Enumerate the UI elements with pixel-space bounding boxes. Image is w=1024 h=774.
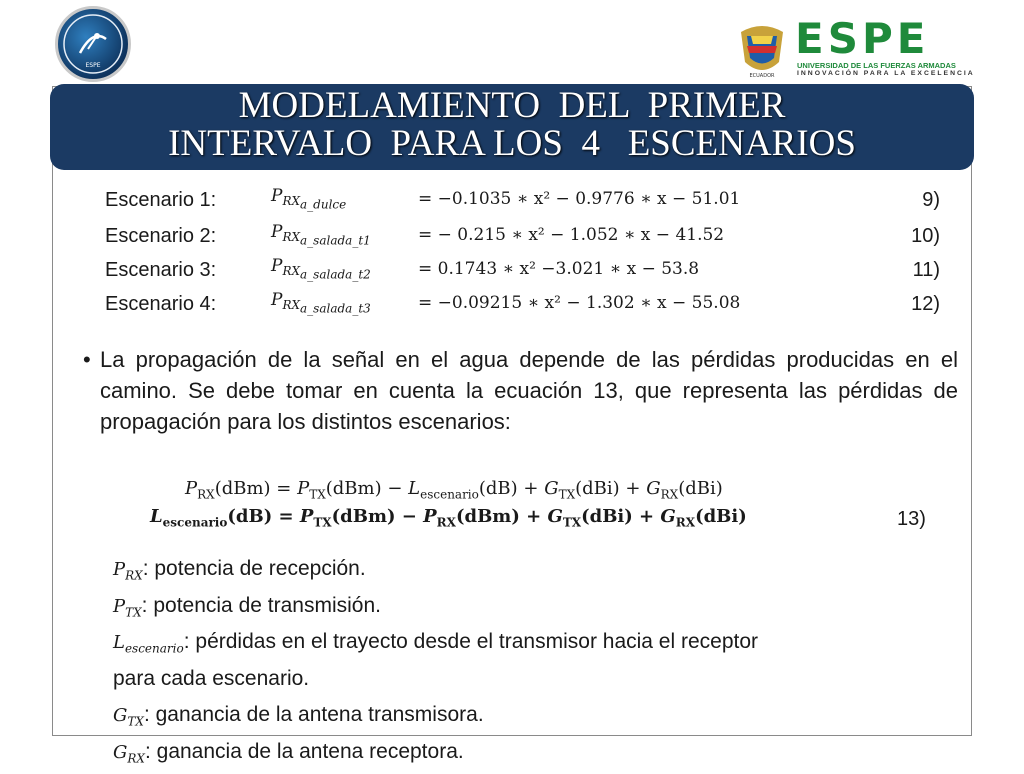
equation-rhs: = − 0.215 ∗ x² − 1.052 ∗ x − 41.52 [418,225,725,245]
equation-label: Escenario 1: [105,189,217,211]
definition-item: $L_{escenario}$: pérdidas en el trayecto desde el transmisor hacia el receptor [113,630,759,656]
equation-rhs: = 0.1743 ∗ x² −3.021 ∗ x − 53.8 [418,259,700,279]
bullet-paragraph: • La propagación de la señal en el agua depende de las pérdidas producidas en el camino. Se debe tomar en cuenta la ecuación 13, que representa las pérdidas de propagación para los distintos escenarios: [100,344,958,437]
definitions-list [113,554,953,774]
equation-row [105,256,945,284]
formula-number: 13) [897,508,926,530]
equation-number: 9) [922,189,940,211]
equation-row [105,222,945,250]
equation-lhs: $P_{RX_{a\_salada\_t2}}$ [271,256,371,282]
loss-formula: $L_{escenario}(dB) = P_{TX}(dBm) - P_{RX}(dBm) + G_{TX}(dBi) + G_{RX}(dBi)$ [150,506,747,530]
definition-item: $P_{RX}$: potencia de recepción. [113,557,366,583]
equation-label: Escenario 3: [105,259,217,281]
ecuador-crest-icon [733,22,791,80]
equation-rhs: = −0.09215 ∗ x² − 1.302 ∗ x − 55.08 [418,293,741,313]
equation-label: Escenario 2: [105,225,217,247]
slide-title [50,87,974,163]
definition-item: para cada escenario. [113,666,310,690]
antenna-emblem-icon [58,9,128,79]
title-banner [50,84,974,170]
equation-rhs: = −0.1035 ∗ x² − 0.9776 ∗ x − 51.01 [418,189,741,209]
definition-item: $G_{RX}$: ganancia de la antena receptora. [113,739,464,766]
espe-logo [733,14,975,80]
propagation-formula: $P_{RX}(dBm) = P_{TX}(dBm) - L_{escenario}(dB) + G_{TX}(dBi) + G_{RX}(dBi)$ [185,478,723,502]
espe-subtitle: UNIVERSIDAD DE LAS FUERZAS ARMADAS [797,61,956,70]
equation-lhs: $P_{RX_{a\_salada\_t1}}$ [271,222,371,248]
definition-item: $G_{TX}$: ganancia de la antena transmisora. [113,703,484,729]
equation-lhs: $P_{RX_{a\_dulce}}$ [271,186,347,212]
title-line-2: INTERVALO PARA LOS 4 ESCENARIOS [168,123,856,164]
espe-tagline: INNOVACIÓN PARA LA EXCELENCIA [797,70,975,77]
equation-label: Escenario 4: [105,293,217,315]
left-logo-text: ESPE [85,62,101,69]
equation-number: 11) [912,259,940,281]
equation-row [105,290,945,318]
title-line-1: MODELAMIENTO DEL PRIMER [238,85,786,126]
equation-lhs: $P_{RX_{a\_salada\_t3}}$ [271,290,371,316]
left-logo [55,6,131,82]
equation-number: 12) [911,293,940,315]
crest-caption: ECUADOR [749,73,775,79]
espe-wordmark: ESPE [795,14,930,63]
definition-item: $P_{TX}$: potencia de transmisión. [113,593,381,620]
equation-row [105,186,945,214]
equation-number: 10) [911,225,940,247]
